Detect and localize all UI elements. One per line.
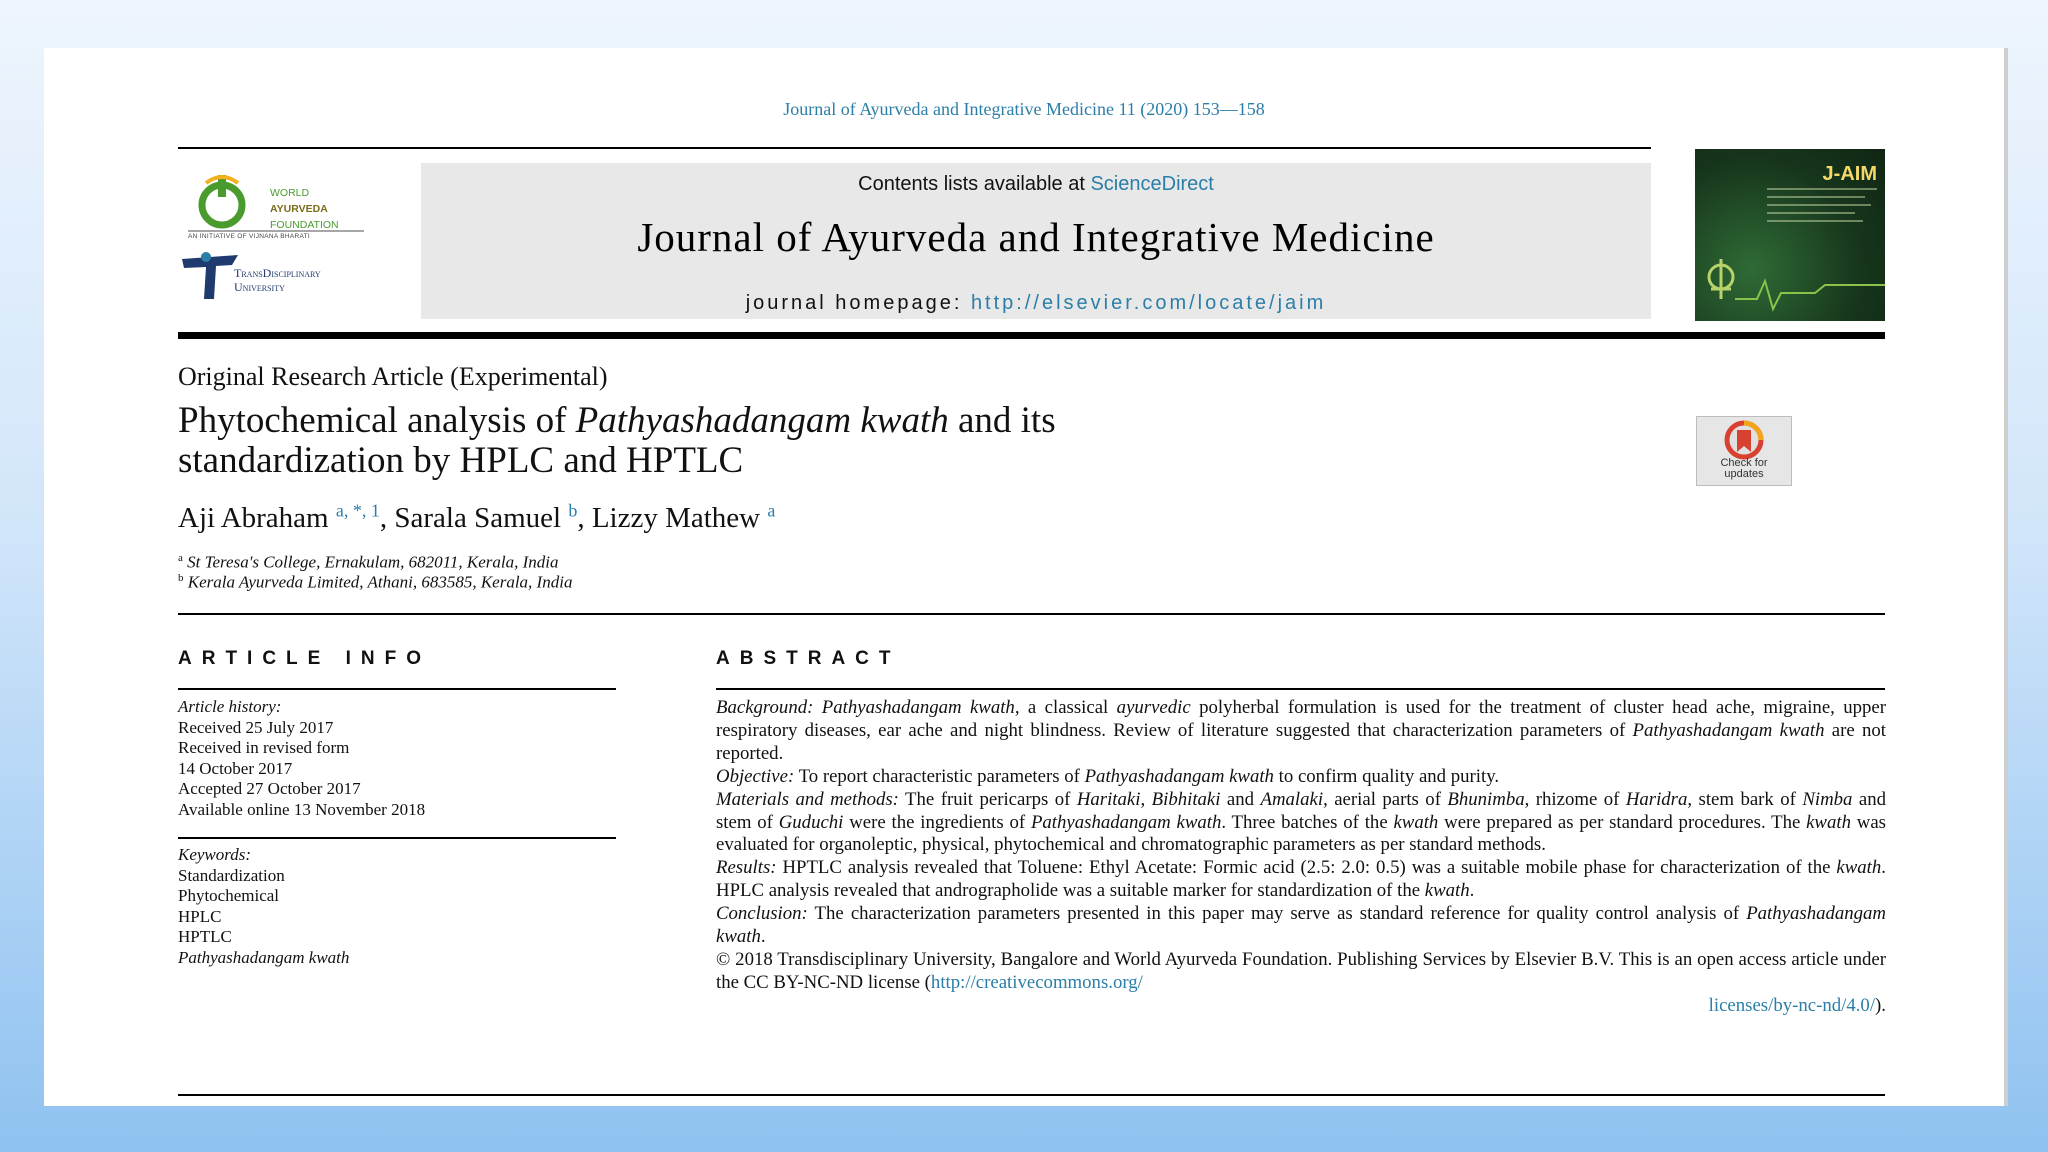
keyword: HPTLC: [178, 927, 232, 946]
license-link[interactable]: licenses/by-nc-nd/4.0/: [1708, 994, 1876, 1016]
author-affiliation-mark[interactable]: a: [767, 500, 776, 521]
affiliation: [178, 552, 558, 573]
affiliation-mark: a: [178, 552, 183, 564]
waf-line3: FOUNDATION: [270, 219, 339, 231]
author-separator: ,: [379, 502, 395, 534]
italic-term: kwath: [1393, 811, 1439, 833]
keyword: Pathyashadangam kwath: [178, 947, 350, 967]
waf-line2: AYURVEDA: [270, 203, 328, 215]
text-span: were the ingredients of: [843, 811, 1031, 833]
keywords: [178, 845, 349, 968]
background-label: Background:: [716, 697, 814, 718]
methods-label: Materials and methods:: [716, 788, 899, 810]
affiliation-text: St Teresa's College, Ernakulam, 682011, Kerala, India: [182, 552, 559, 572]
italic-term: Pathyashadangam kwath: [1030, 811, 1222, 833]
journal-citation: Journal of Ayurveda and Integrative Medicine 11 (2020) 153—158: [783, 99, 1265, 119]
journal-title: Journal of Ayurveda and Integrative Medicine: [637, 214, 1435, 260]
copyright-text: © 2018 Transdisciplinary University, Bangalore and World Ayurveda Foundation. Publishing Services by Elsevier B.V. This is an open access article under the CC BY-NC-ND license (: [716, 948, 1886, 993]
title-line1: [178, 401, 1428, 441]
abstract-background: [716, 697, 1886, 766]
article-title: [178, 401, 1428, 481]
text-span: and stem of: [716, 788, 1886, 833]
article-type: Original Research Article (Experimental): [178, 362, 608, 391]
text-span: , aerial parts of: [1323, 788, 1448, 810]
text-span: ,: [1140, 788, 1152, 810]
affiliation: [178, 572, 572, 593]
header-top-rule: [178, 147, 1651, 149]
article-info-heading: ARTICLE INFO: [178, 648, 431, 669]
text-span: The fruit pericarps of: [898, 788, 1077, 810]
italic-term: Amalaki: [1260, 788, 1324, 810]
text-span: .: [1469, 880, 1475, 902]
text-span: was evaluated for organoleptic, physical, phytochemical and chromatographic parameters as per standard methods.: [716, 811, 1886, 856]
title-italic: Pathyashadangam kwath: [575, 400, 949, 441]
abstract-copyright: [716, 949, 1886, 995]
affiliation-text: Kerala Ayurveda Limited, Athani, 683585, Kerala, India: [183, 572, 573, 592]
abstract-objective: [716, 766, 1886, 789]
sciencedirect-link[interactable]: ScienceDirect: [1090, 173, 1214, 195]
author-affiliation-mark[interactable]: a, *, 1: [335, 500, 380, 521]
history-item: Available online 13 November 2018: [178, 799, 426, 819]
tdu-line1: TransDisciplinary: [234, 266, 321, 280]
author-name[interactable]: Aji Abraham: [178, 502, 336, 534]
abstract-heading: ABSTRACT: [716, 648, 901, 669]
tdu-name: [234, 266, 321, 294]
conclusion-label: Conclusion:: [716, 903, 808, 925]
waf-name: [270, 185, 339, 233]
cover-artwork: [1695, 149, 1885, 321]
tdu-line2: University: [234, 280, 285, 294]
waf-line1: WORLD: [270, 187, 310, 199]
italic-term: Guduchi: [778, 811, 844, 833]
section-divider: [178, 613, 1885, 615]
author-separator: ,: [577, 502, 592, 534]
text-span: were prepared as per standard procedures. The: [1438, 811, 1807, 833]
abstract-body: [716, 697, 1886, 1018]
text-span: and: [1220, 788, 1261, 810]
italic-term: kwath: [1806, 811, 1851, 833]
text-span: to confirm quality and purity.: [1273, 765, 1500, 787]
history-item: 14 October 2017: [178, 758, 293, 778]
author-name[interactable]: Sarala Samuel: [394, 502, 569, 534]
text-span: The characterization parameters presented in this paper may serve as standard reference for quality control analysis of: [807, 903, 1747, 925]
keywords-label: Keywords:: [178, 845, 252, 864]
abstract-rule: [716, 688, 1885, 690]
article-info-rule: [178, 688, 616, 690]
keywords-rule: [178, 837, 616, 839]
text-span: . HPLC analysis revealed that andrographolide was a suitable marker for standardization of the: [716, 857, 1886, 902]
italic-term: Bhunimba: [1447, 788, 1525, 810]
check-updates-label: Check for updates: [1720, 457, 1768, 480]
text-span: , stem bark of: [1687, 788, 1803, 810]
license-link[interactable]: http://creativecommons.org/: [930, 971, 1143, 993]
text-span: polyherbal formulation is used for the treatment of cluster head ache, migraine, upper respiratory diseases, ear ache and night blindness. Review of literature suggested that characterization parameters of: [716, 697, 1887, 741]
journal-header: [421, 163, 1651, 319]
italic-term: ayurvedic: [1116, 697, 1191, 718]
italic-term: Pathyashadangam kwath: [1084, 765, 1274, 787]
abstract-bottom-rule: [178, 1094, 1885, 1096]
homepage-label: journal homepage:: [745, 292, 971, 314]
keyword: HPLC: [178, 906, 222, 926]
title-part1: Phytochemical analysis of: [178, 400, 576, 441]
homepage-link[interactable]: http://elsevier.com/locate/jaim: [970, 292, 1327, 314]
italic-term: Haritaki: [1076, 788, 1141, 810]
copyright-end: ).: [1875, 994, 1886, 1016]
italic-term: Pathyashadangam kwath: [1632, 719, 1825, 741]
results-label: Results:: [716, 857, 777, 879]
italic-term: Pathyashadangam kwath: [716, 903, 1886, 948]
journal-homepage: [421, 292, 1651, 315]
italic-term: Pathyashadangam kwath: [821, 697, 1015, 718]
journal-cover-image: [1695, 149, 1885, 321]
italic-term: Bibhitaki: [1151, 788, 1221, 810]
affiliation-mark: b: [178, 572, 184, 584]
history-item: Accepted 27 October 2017: [178, 779, 361, 798]
text-span: HPTLC analysis revealed that Toluene: Ethyl Acetate: Formic acid (2.5: 2.0: 0.5) was a suitable mobile phase for characterization of the: [776, 857, 1837, 879]
title-line2: standardization by HPLC and HPTLC: [178, 440, 744, 481]
history-item: Received in revised form: [178, 738, 350, 757]
abstract-results: [716, 857, 1886, 903]
abstract-license-end: [716, 995, 1886, 1018]
history-item: Received 25 July 2017: [178, 717, 334, 737]
text-span: . Three batches of the: [1221, 811, 1394, 833]
text-span: , rhizome of: [1524, 788, 1626, 810]
publisher-logos: [176, 173, 376, 318]
article-page: [44, 48, 2008, 1106]
abstract-conclusion: [716, 903, 1886, 949]
waf-tagline: AN INITIATIVE OF VIJNANA BHARATI: [188, 233, 311, 240]
title-part2: and its: [948, 400, 1056, 441]
text-span: To report characteristic parameters of: [794, 765, 1085, 787]
contents-line: [421, 173, 1651, 196]
author-affiliation-mark[interactable]: b: [568, 500, 578, 521]
keyword: Standardization: [178, 865, 285, 885]
author-list: [178, 502, 775, 535]
italic-term: kwath: [1836, 857, 1882, 879]
objective-label: Objective:: [716, 765, 795, 787]
text-span: .: [760, 926, 766, 948]
article-history: [178, 697, 425, 820]
check-for-updates-button[interactable]: [1696, 416, 1792, 486]
italic-term: Haridra: [1625, 788, 1688, 810]
italic-term: kwath: [1424, 880, 1470, 902]
history-label: Article history:: [178, 697, 282, 716]
keyword: Phytochemical: [178, 886, 280, 905]
abstract-methods: [716, 789, 1886, 858]
author-name[interactable]: Lizzy Mathew: [591, 502, 768, 534]
text-span: are not reported.: [716, 719, 1886, 764]
cover-title: J-AIM: [1822, 163, 1877, 185]
contents-prefix: Contents lists available at: [858, 173, 1091, 195]
italic-term: Nimba: [1802, 788, 1853, 810]
header-bottom-rule: [178, 332, 1885, 339]
text-span: , a classical: [1014, 697, 1117, 718]
